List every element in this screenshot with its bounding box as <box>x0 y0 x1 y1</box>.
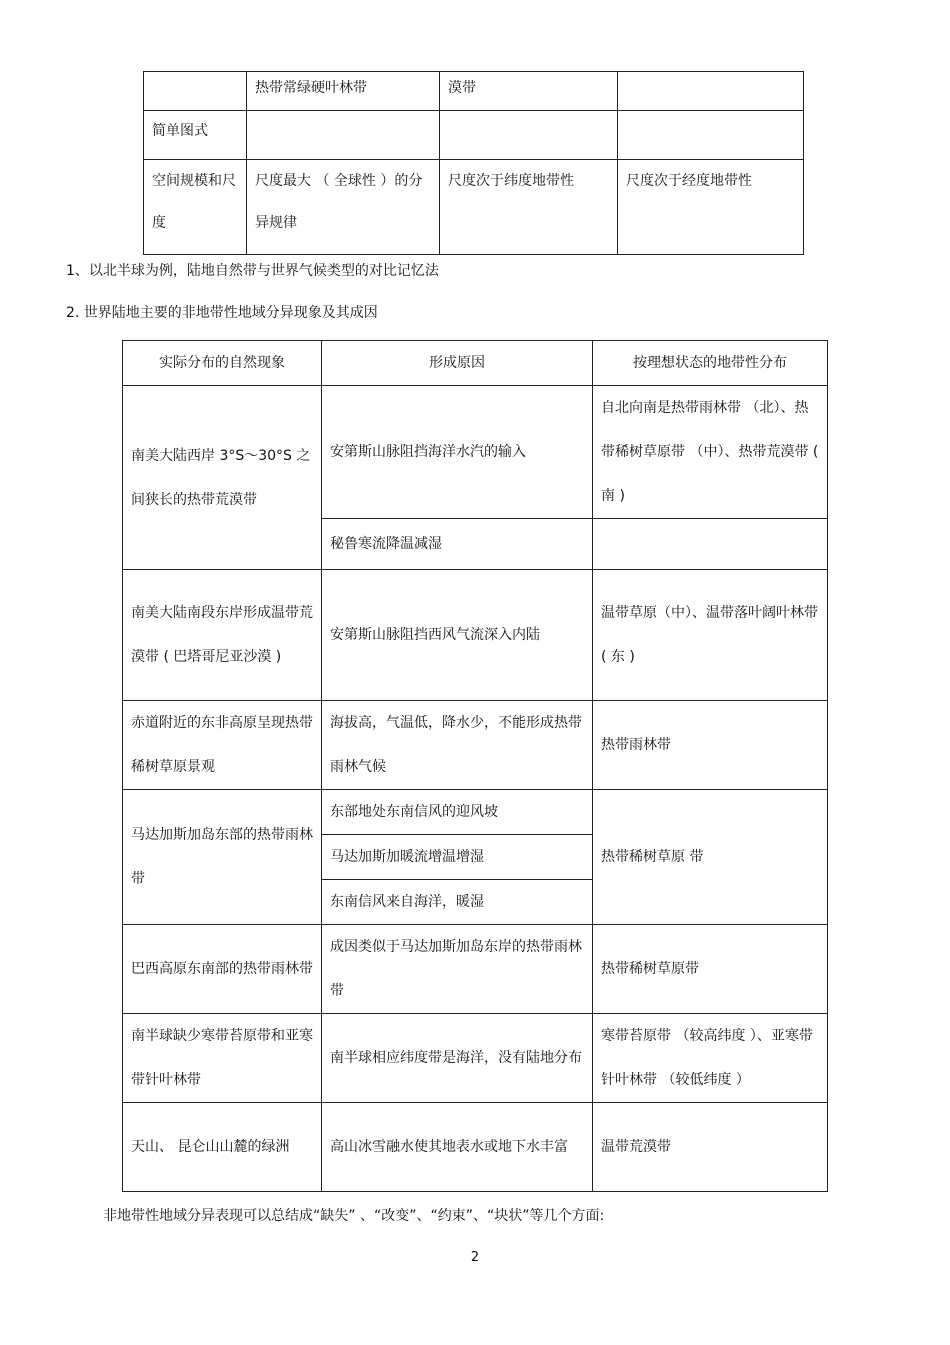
table-row <box>144 72 804 111</box>
table-cell <box>618 111 804 160</box>
table-cell <box>593 519 828 570</box>
table-cell: 南半球相应纬度带是海洋，没有陆地分布 <box>322 1014 593 1103</box>
paragraph: 1、以北半球为例，陆地自然带与世界气候类型的对比记忆法 <box>66 263 439 279</box>
table-cell: 尺度最大 （ 全球性 ）的分异规律 <box>247 160 440 255</box>
table-cell: 安第斯山脉阻挡海洋水汽的输入 <box>322 386 593 519</box>
table-cell: 巴西高原东南部的热带雨林带 <box>123 925 322 1014</box>
table-cell: 尺度次于经度地带性 <box>618 160 804 255</box>
table-row <box>123 1014 828 1103</box>
table-cell: 赤道附近的东非高原呈现热带稀树草原景观 <box>123 701 322 790</box>
table-cell: 温带草原（中）、温带落叶阔叶林带 ( 东 ) <box>593 570 828 701</box>
table-cell: 南美大陆南段东岸形成温带荒漠带 ( 巴塔哥尼亚沙漠 ) <box>123 570 322 701</box>
comparison-table <box>143 71 804 255</box>
column-header: 按理想状态的地带性分布 <box>593 341 828 386</box>
table-cell: 天山、 昆仑山山麓的绿洲 <box>123 1103 322 1192</box>
table-cell <box>618 72 804 111</box>
table-cell: 马达加斯加暖流增温增湿 <box>322 835 593 880</box>
table-cell: 南美大陆西岸 3°S～30°S 之间狭长的热带荒漠带 <box>123 386 322 570</box>
table-row <box>144 111 804 160</box>
table-cell: 尺度次于纬度地带性 <box>440 160 618 255</box>
table-cell: 南半球缺少寒带苔原带和亚寒带针叶林带 <box>123 1014 322 1103</box>
table-row <box>123 701 828 790</box>
section-heading: 2. 世界陆地主要的非地带性地域分异现象及其成因 <box>66 305 378 321</box>
table-cell: 热带稀树草原带 <box>593 925 828 1014</box>
page-number: 2 <box>470 1250 480 1265</box>
table-cell: 热带稀树草原 带 <box>593 790 828 925</box>
table-cell: 漠带 <box>440 72 618 111</box>
table-cell: 简单图式 <box>144 111 247 160</box>
azonal-table <box>122 340 828 1192</box>
table-cell: 海拔高，气温低，降水少，不能形成热带雨林气候 <box>322 701 593 790</box>
table-cell: 自北向南是热带雨林带 （北）、热带稀树草原带 （中）、热带荒漠带 ( 南 ) <box>593 386 828 519</box>
table-cell: 东部地处东南信风的迎风坡 <box>322 790 593 835</box>
table-cell: 热带雨林带 <box>593 701 828 790</box>
table-cell: 安第斯山脉阻挡西风气流深入内陆 <box>322 570 593 701</box>
table-row <box>144 160 804 255</box>
table-row <box>123 790 828 835</box>
table-cell: 热带常绿硬叶林带 <box>247 72 440 111</box>
table-header-row <box>123 341 828 386</box>
table-cell: 空间规模和尺度 <box>144 160 247 255</box>
table-cell: 寒带苔原带 （较高纬度 ）、亚寒带针叶林带 （较低纬度 ） <box>593 1014 828 1103</box>
table-row <box>123 570 828 701</box>
table-cell: 秘鲁寒流降温减湿 <box>322 519 593 570</box>
table-cell: 东南信风来自海洋，暖湿 <box>322 880 593 925</box>
table-cell: 温带荒漠带 <box>593 1103 828 1192</box>
column-header: 实际分布的自然现象 <box>123 341 322 386</box>
table-cell: 马达加斯加岛东部的热带雨林带 <box>123 790 322 925</box>
table-cell <box>440 111 618 160</box>
column-header: 形成原因 <box>322 341 593 386</box>
table-cell: 成因类似于马达加斯加岛东岸的热带雨林带 <box>322 925 593 1014</box>
table-row <box>123 1103 828 1192</box>
table-cell <box>247 111 440 160</box>
summary-note: 非地带性地域分异表现可以总结成“缺失” 、“改变”、“约束”、“块状”等几个方面: <box>103 1208 605 1224</box>
table-cell: 高山冰雪融水使其地表水或地下水丰富 <box>322 1103 593 1192</box>
table-row <box>123 925 828 1014</box>
table-cell <box>144 72 247 111</box>
table-row <box>123 386 828 519</box>
